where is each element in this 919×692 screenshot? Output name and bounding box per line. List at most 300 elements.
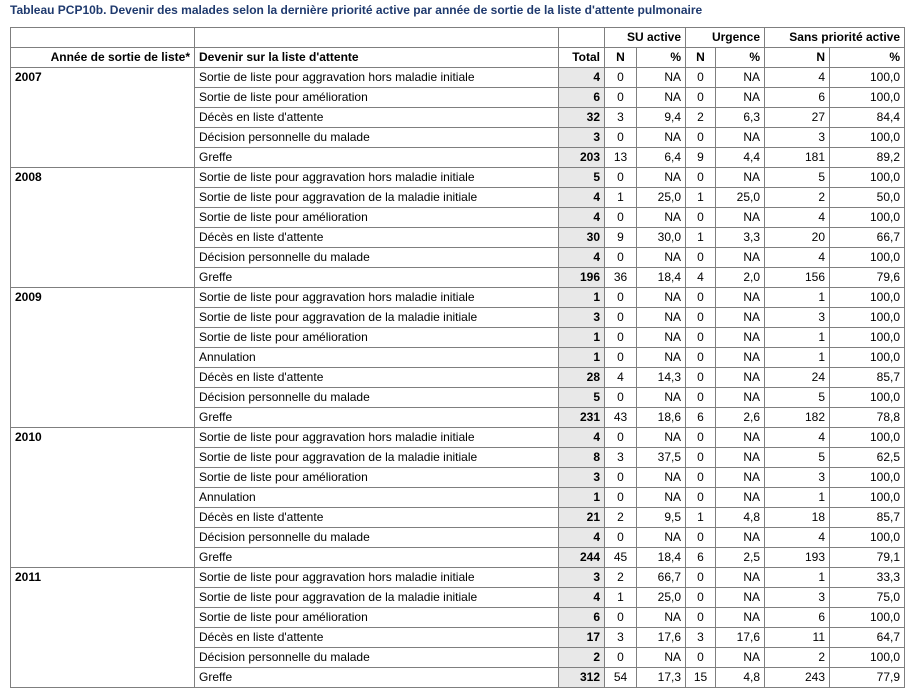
outcome-cell: Annulation: [195, 348, 559, 368]
su-n-cell: 0: [605, 608, 637, 628]
table-row: [11, 128, 905, 148]
su-n-cell: 0: [605, 248, 637, 268]
total-cell: 312: [559, 668, 605, 688]
su-pct-cell: 6,4: [637, 148, 686, 168]
sp-n-cell: 5: [765, 448, 830, 468]
total-cell: 5: [559, 388, 605, 408]
group-header-row: [11, 28, 905, 48]
sp-pct-cell: 100,0: [830, 528, 905, 548]
su-pct-cell: NA: [637, 88, 686, 108]
su-n-cell: 2: [605, 568, 637, 588]
ur-pct-cell: NA: [716, 568, 765, 588]
sp-pct-cell: 62,5: [830, 448, 905, 468]
outcome-cell: Sortie de liste pour amélioration: [195, 328, 559, 348]
year-cell-empty: [11, 88, 195, 108]
sp-n-cell: 4: [765, 208, 830, 228]
ur-pct-cell: NA: [716, 348, 765, 368]
outcome-cell: Décision personnelle du malade: [195, 248, 559, 268]
table-row: [11, 308, 905, 328]
su-pct-cell: NA: [637, 328, 686, 348]
su-pct-cell: NA: [637, 488, 686, 508]
table-row: [11, 648, 905, 668]
ur-n-cell: 3: [686, 628, 716, 648]
sp-pct-cell: 89,2: [830, 148, 905, 168]
column-header-su-pct: %: [637, 48, 686, 68]
ur-pct-cell: NA: [716, 368, 765, 388]
ur-pct-cell: NA: [716, 168, 765, 188]
year-cell: 2008: [11, 168, 195, 188]
ur-n-cell: 1: [686, 228, 716, 248]
outcome-cell: Annulation: [195, 488, 559, 508]
ur-pct-cell: NA: [716, 608, 765, 628]
ur-n-cell: 0: [686, 448, 716, 468]
su-pct-cell: 9,4: [637, 108, 686, 128]
table-row: [11, 168, 905, 188]
total-cell: 8: [559, 448, 605, 468]
table-row: [11, 508, 905, 528]
sp-n-cell: 20: [765, 228, 830, 248]
ur-pct-cell: NA: [716, 128, 765, 148]
su-n-cell: 0: [605, 68, 637, 88]
outcome-cell: Sortie de liste pour aggravation de la maladie initiale: [195, 308, 559, 328]
outcome-cell: Décès en liste d'attente: [195, 368, 559, 388]
year-cell-empty: [11, 388, 195, 408]
total-cell: 4: [559, 588, 605, 608]
outcome-cell: Sortie de liste pour amélioration: [195, 468, 559, 488]
column-header-year: Année de sortie de liste*: [11, 48, 195, 68]
outcome-cell: Greffe: [195, 548, 559, 568]
su-pct-cell: 18,6: [637, 408, 686, 428]
ur-n-cell: 1: [686, 508, 716, 528]
su-n-cell: 9: [605, 228, 637, 248]
ur-n-cell: 0: [686, 648, 716, 668]
sp-pct-cell: 79,6: [830, 268, 905, 288]
outcome-cell: Décision personnelle du malade: [195, 648, 559, 668]
sp-n-cell: 182: [765, 408, 830, 428]
su-n-cell: 0: [605, 348, 637, 368]
ur-pct-cell: 6,3: [716, 108, 765, 128]
outcome-cell: Sortie de liste pour aggravation hors maladie initiale: [195, 288, 559, 308]
sp-n-cell: 5: [765, 168, 830, 188]
outcome-cell: Greffe: [195, 408, 559, 428]
sp-pct-cell: 100,0: [830, 388, 905, 408]
ur-n-cell: 0: [686, 588, 716, 608]
header-blank: [11, 28, 195, 48]
sp-pct-cell: 100,0: [830, 168, 905, 188]
group-header-su-active: SU active: [605, 28, 686, 48]
table-row: [11, 408, 905, 428]
year-cell-empty: [11, 508, 195, 528]
su-n-cell: 0: [605, 528, 637, 548]
sp-pct-cell: 50,0: [830, 188, 905, 208]
outcome-cell: Sortie de liste pour amélioration: [195, 608, 559, 628]
su-n-cell: 0: [605, 428, 637, 448]
total-cell: 30: [559, 228, 605, 248]
sp-n-cell: 4: [765, 248, 830, 268]
ur-n-cell: 0: [686, 428, 716, 448]
total-cell: 21: [559, 508, 605, 528]
table-row: [11, 148, 905, 168]
outcome-table: [10, 27, 905, 688]
sp-n-cell: 3: [765, 128, 830, 148]
outcome-cell: Sortie de liste pour aggravation hors maladie initiale: [195, 428, 559, 448]
su-n-cell: 0: [605, 468, 637, 488]
su-pct-cell: NA: [637, 128, 686, 148]
table-row: [11, 368, 905, 388]
ur-n-cell: 0: [686, 88, 716, 108]
table-body: [11, 68, 905, 688]
su-pct-cell: NA: [637, 648, 686, 668]
su-n-cell: 4: [605, 368, 637, 388]
table-row: [11, 388, 905, 408]
ur-pct-cell: NA: [716, 328, 765, 348]
su-pct-cell: 25,0: [637, 588, 686, 608]
year-cell-empty: [11, 648, 195, 668]
sp-pct-cell: 100,0: [830, 88, 905, 108]
table-row: [11, 488, 905, 508]
sp-pct-cell: 100,0: [830, 488, 905, 508]
outcome-cell: Décès en liste d'attente: [195, 508, 559, 528]
total-cell: 3: [559, 128, 605, 148]
table-row: [11, 528, 905, 548]
year-cell-empty: [11, 188, 195, 208]
ur-pct-cell: 3,3: [716, 228, 765, 248]
sp-n-cell: 1: [765, 288, 830, 308]
su-n-cell: 0: [605, 128, 637, 148]
year-cell-empty: [11, 308, 195, 328]
sp-pct-cell: 100,0: [830, 68, 905, 88]
ur-pct-cell: NA: [716, 468, 765, 488]
total-cell: 6: [559, 608, 605, 628]
year-cell-empty: [11, 148, 195, 168]
su-n-cell: 0: [605, 328, 637, 348]
su-n-cell: 0: [605, 648, 637, 668]
column-header-total: Total: [559, 48, 605, 68]
su-n-cell: 0: [605, 308, 637, 328]
ur-pct-cell: NA: [716, 248, 765, 268]
outcome-cell: Greffe: [195, 668, 559, 688]
outcome-cell: Sortie de liste pour aggravation hors maladie initiale: [195, 568, 559, 588]
ur-pct-cell: 2,6: [716, 408, 765, 428]
total-cell: 4: [559, 528, 605, 548]
sp-n-cell: 4: [765, 68, 830, 88]
year-cell-empty: [11, 588, 195, 608]
sp-pct-cell: 77,9: [830, 668, 905, 688]
column-header-su-n: N: [605, 48, 637, 68]
sp-n-cell: 1: [765, 488, 830, 508]
su-n-cell: 0: [605, 88, 637, 108]
su-pct-cell: NA: [637, 168, 686, 188]
table-row: [11, 328, 905, 348]
ur-n-cell: 0: [686, 368, 716, 388]
ur-n-cell: 0: [686, 288, 716, 308]
su-pct-cell: NA: [637, 388, 686, 408]
column-header-row: [11, 48, 905, 68]
ur-n-cell: 0: [686, 308, 716, 328]
total-cell: 1: [559, 348, 605, 368]
ur-n-cell: 0: [686, 68, 716, 88]
sp-n-cell: 18: [765, 508, 830, 528]
ur-n-cell: 0: [686, 608, 716, 628]
total-cell: 196: [559, 268, 605, 288]
outcome-cell: Sortie de liste pour amélioration: [195, 208, 559, 228]
ur-n-cell: 1: [686, 188, 716, 208]
su-pct-cell: 66,7: [637, 568, 686, 588]
year-cell: 2007: [11, 68, 195, 88]
su-pct-cell: 17,6: [637, 628, 686, 648]
sp-n-cell: 1: [765, 328, 830, 348]
ur-n-cell: 0: [686, 168, 716, 188]
su-pct-cell: 14,3: [637, 368, 686, 388]
sp-n-cell: 2: [765, 188, 830, 208]
total-cell: 4: [559, 188, 605, 208]
sp-n-cell: 6: [765, 608, 830, 628]
table-row: [11, 568, 905, 588]
ur-pct-cell: NA: [716, 528, 765, 548]
su-n-cell: 43: [605, 408, 637, 428]
total-cell: 3: [559, 308, 605, 328]
sp-n-cell: 1: [765, 568, 830, 588]
sp-n-cell: 4: [765, 528, 830, 548]
ur-n-cell: 0: [686, 348, 716, 368]
su-n-cell: 0: [605, 208, 637, 228]
group-header-urgence: Urgence: [686, 28, 765, 48]
su-n-cell: 0: [605, 488, 637, 508]
su-pct-cell: NA: [637, 608, 686, 628]
su-pct-cell: 18,4: [637, 548, 686, 568]
ur-pct-cell: NA: [716, 308, 765, 328]
outcome-cell: Sortie de liste pour aggravation de la maladie initiale: [195, 588, 559, 608]
sp-pct-cell: 78,8: [830, 408, 905, 428]
ur-n-cell: 6: [686, 548, 716, 568]
su-pct-cell: 25,0: [637, 188, 686, 208]
ur-pct-cell: NA: [716, 488, 765, 508]
column-header-sp-n: N: [765, 48, 830, 68]
column-header-ur-n: N: [686, 48, 716, 68]
ur-n-cell: 0: [686, 208, 716, 228]
sp-n-cell: 2: [765, 648, 830, 668]
table-row: [11, 348, 905, 368]
sp-n-cell: 11: [765, 628, 830, 648]
year-cell-empty: [11, 368, 195, 388]
sp-pct-cell: 100,0: [830, 208, 905, 228]
ur-n-cell: 15: [686, 668, 716, 688]
total-cell: 6: [559, 88, 605, 108]
su-pct-cell: 17,3: [637, 668, 686, 688]
column-header-ur-pct: %: [716, 48, 765, 68]
su-n-cell: 0: [605, 288, 637, 308]
table-caption: Tableau PCP10b. Devenir des malades selon la dernière priorité active par année de sortie de la liste d'attente pulmonaire: [10, 3, 703, 17]
total-cell: 3: [559, 568, 605, 588]
sp-n-cell: 181: [765, 148, 830, 168]
outcome-cell: Décision personnelle du malade: [195, 528, 559, 548]
su-pct-cell: NA: [637, 248, 686, 268]
total-cell: 203: [559, 148, 605, 168]
year-cell: 2010: [11, 428, 195, 448]
outcome-cell: Décision personnelle du malade: [195, 128, 559, 148]
year-cell-empty: [11, 468, 195, 488]
year-cell-empty: [11, 668, 195, 688]
sp-pct-cell: 100,0: [830, 608, 905, 628]
table-row: [11, 208, 905, 228]
total-cell: 1: [559, 488, 605, 508]
table-row: [11, 88, 905, 108]
su-n-cell: 0: [605, 388, 637, 408]
table-row: [11, 228, 905, 248]
ur-pct-cell: 2,5: [716, 548, 765, 568]
total-cell: 2: [559, 648, 605, 668]
sp-n-cell: 3: [765, 588, 830, 608]
sp-pct-cell: 100,0: [830, 328, 905, 348]
total-cell: 17: [559, 628, 605, 648]
year-cell-empty: [11, 108, 195, 128]
ur-n-cell: 0: [686, 388, 716, 408]
header-blank: [195, 28, 559, 48]
year-cell-empty: [11, 628, 195, 648]
ur-n-cell: 0: [686, 568, 716, 588]
ur-pct-cell: NA: [716, 288, 765, 308]
ur-n-cell: 9: [686, 148, 716, 168]
year-cell-empty: [11, 128, 195, 148]
outcome-cell: Décès en liste d'attente: [195, 108, 559, 128]
ur-n-cell: 0: [686, 248, 716, 268]
sp-n-cell: 5: [765, 388, 830, 408]
ur-pct-cell: NA: [716, 68, 765, 88]
total-cell: 4: [559, 428, 605, 448]
su-pct-cell: 18,4: [637, 268, 686, 288]
sp-pct-cell: 100,0: [830, 128, 905, 148]
table-row: [11, 448, 905, 468]
year-cell: 2009: [11, 288, 195, 308]
ur-n-cell: 0: [686, 468, 716, 488]
su-n-cell: 0: [605, 168, 637, 188]
table-row: [11, 548, 905, 568]
year-cell-empty: [11, 348, 195, 368]
su-pct-cell: NA: [637, 208, 686, 228]
ur-pct-cell: 17,6: [716, 628, 765, 648]
sp-pct-cell: 100,0: [830, 288, 905, 308]
column-header-sp-pct: %: [830, 48, 905, 68]
year-cell-empty: [11, 228, 195, 248]
su-pct-cell: 37,5: [637, 448, 686, 468]
su-pct-cell: NA: [637, 468, 686, 488]
header-blank: [559, 28, 605, 48]
outcome-cell: Sortie de liste pour aggravation hors maladie initiale: [195, 68, 559, 88]
sp-n-cell: 156: [765, 268, 830, 288]
su-n-cell: 13: [605, 148, 637, 168]
outcome-cell: Décès en liste d'attente: [195, 228, 559, 248]
su-pct-cell: 9,5: [637, 508, 686, 528]
year-cell-empty: [11, 548, 195, 568]
table-row: [11, 68, 905, 88]
su-pct-cell: NA: [637, 308, 686, 328]
year-cell: 2011: [11, 568, 195, 588]
sp-pct-cell: 100,0: [830, 648, 905, 668]
ur-pct-cell: NA: [716, 88, 765, 108]
total-cell: 4: [559, 248, 605, 268]
year-cell-empty: [11, 448, 195, 468]
sp-pct-cell: 100,0: [830, 248, 905, 268]
year-cell-empty: [11, 268, 195, 288]
column-header-outcome: Devenir sur la liste d'attente: [195, 48, 559, 68]
sp-n-cell: 3: [765, 468, 830, 488]
group-header-sans-priorite: Sans priorité active: [765, 28, 905, 48]
ur-pct-cell: NA: [716, 388, 765, 408]
total-cell: 28: [559, 368, 605, 388]
ur-n-cell: 2: [686, 108, 716, 128]
table-row: [11, 248, 905, 268]
sp-pct-cell: 75,0: [830, 588, 905, 608]
total-cell: 32: [559, 108, 605, 128]
su-pct-cell: NA: [637, 528, 686, 548]
outcome-cell: Sortie de liste pour amélioration: [195, 88, 559, 108]
sp-n-cell: 27: [765, 108, 830, 128]
outcome-cell: Greffe: [195, 148, 559, 168]
sp-pct-cell: 100,0: [830, 428, 905, 448]
ur-pct-cell: NA: [716, 588, 765, 608]
table-row: [11, 108, 905, 128]
su-pct-cell: NA: [637, 288, 686, 308]
su-n-cell: 3: [605, 448, 637, 468]
table-row: [11, 468, 905, 488]
ur-n-cell: 4: [686, 268, 716, 288]
year-cell-empty: [11, 208, 195, 228]
ur-pct-cell: NA: [716, 448, 765, 468]
sp-pct-cell: 85,7: [830, 368, 905, 388]
table-row: [11, 288, 905, 308]
su-n-cell: 45: [605, 548, 637, 568]
su-n-cell: 1: [605, 588, 637, 608]
su-pct-cell: 30,0: [637, 228, 686, 248]
su-n-cell: 3: [605, 628, 637, 648]
total-cell: 231: [559, 408, 605, 428]
ur-pct-cell: 4,8: [716, 668, 765, 688]
total-cell: 244: [559, 548, 605, 568]
su-n-cell: 2: [605, 508, 637, 528]
table-row: [11, 428, 905, 448]
total-cell: 4: [559, 68, 605, 88]
total-cell: 3: [559, 468, 605, 488]
outcome-cell: Décès en liste d'attente: [195, 628, 559, 648]
outcome-cell: Greffe: [195, 268, 559, 288]
ur-n-cell: 0: [686, 528, 716, 548]
year-cell-empty: [11, 408, 195, 428]
ur-n-cell: 6: [686, 408, 716, 428]
ur-n-cell: 0: [686, 128, 716, 148]
sp-n-cell: 24: [765, 368, 830, 388]
su-n-cell: 3: [605, 108, 637, 128]
table-row: [11, 188, 905, 208]
year-cell-empty: [11, 608, 195, 628]
ur-pct-cell: 25,0: [716, 188, 765, 208]
total-cell: 1: [559, 328, 605, 348]
table-row: [11, 668, 905, 688]
outcome-cell: Sortie de liste pour aggravation de la maladie initiale: [195, 448, 559, 468]
table-row: [11, 588, 905, 608]
sp-n-cell: 4: [765, 428, 830, 448]
su-pct-cell: NA: [637, 348, 686, 368]
outcome-cell: Décision personnelle du malade: [195, 388, 559, 408]
ur-pct-cell: NA: [716, 648, 765, 668]
ur-n-cell: 0: [686, 328, 716, 348]
ur-pct-cell: 2,0: [716, 268, 765, 288]
outcome-cell: Sortie de liste pour aggravation hors maladie initiale: [195, 168, 559, 188]
table-row: [11, 628, 905, 648]
ur-pct-cell: 4,4: [716, 148, 765, 168]
total-cell: 4: [559, 208, 605, 228]
sp-pct-cell: 33,3: [830, 568, 905, 588]
table-row: [11, 608, 905, 628]
